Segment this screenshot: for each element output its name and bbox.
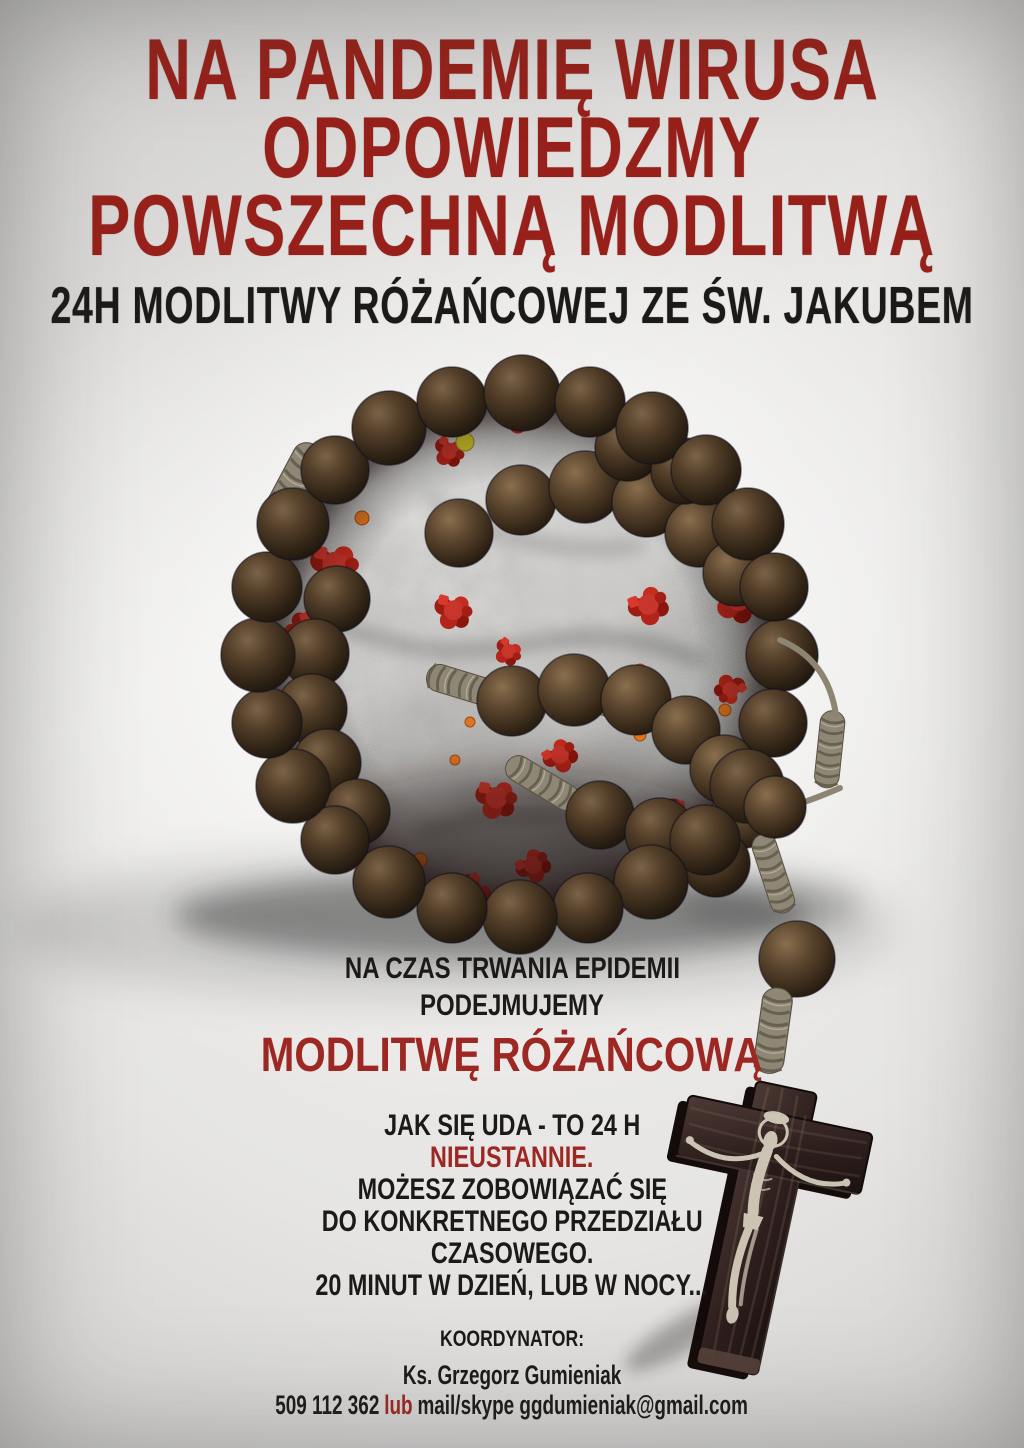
rosary-bead: [486, 465, 556, 535]
headline-line-3: POWSZECHNĄ MODLITWĄ: [88, 176, 936, 274]
headline-line-2: ODPOWIEDZMY: [262, 98, 762, 196]
details-section: [0, 1110, 1024, 1302]
rosary-bead: [232, 552, 302, 622]
coordinator-contact: [0, 1360, 1024, 1420]
coordinator-label-text: KOORDYNATOR:: [439, 1326, 585, 1351]
rosary-bead: [553, 873, 623, 943]
coordinator-name: Ks. Grzegorz Gumieniak: [402, 1360, 622, 1390]
rosary-bead: [739, 689, 807, 757]
intro-highlight: MODLITWĘ RÓŻAŃCOWĄ: [261, 1029, 763, 1082]
rosary-bead: [740, 553, 808, 621]
intro-section: [0, 950, 1024, 1088]
rosary-bead: [425, 499, 493, 567]
coordinator-contact-line: [276, 1390, 749, 1420]
rosary-bead: [256, 749, 330, 823]
intro-line-1: NA CZAS TRWANIA EPIDEMII: [344, 952, 680, 985]
details-line-6: 20 MINUT W DZIEŃ, LUB W NOCY...: [315, 1269, 709, 1302]
cord-knot: [813, 710, 846, 790]
rosary-bead: [352, 391, 426, 465]
rosary-bead: [484, 355, 560, 431]
contact-rest: mail/skype ggdumieniak@gmail.com: [417, 1390, 749, 1420]
headline: [0, 20, 1024, 274]
coordinator-label: [0, 1326, 1024, 1351]
details-line-1: JAK SIĘ UDA - TO 24 H: [383, 1109, 641, 1142]
details-line-4: DO KONKRETNEGO PRZEDZIAŁU: [321, 1205, 703, 1238]
subheadline-text: 24H MODLITWY RÓŻAŃCOWEJ ZE ŚW. JAKUBEM: [50, 277, 974, 335]
rosary-bead: [417, 873, 487, 943]
coordinator-phone: 509 112 362: [275, 1390, 380, 1420]
rosary-bead: [477, 666, 547, 736]
details-line-5: CZASOWEGO.: [430, 1237, 594, 1270]
details-line-2: NIEUSTANNIE.: [430, 1141, 594, 1174]
rosary-bead: [614, 845, 688, 919]
details-line-3: MOŻESZ ZOBOWIĄZAĆ SIĘ: [357, 1173, 667, 1206]
intro-line-2: PODEJMUJEMY: [419, 989, 605, 1022]
rosary-bead: [417, 367, 487, 437]
subheadline: [0, 278, 1024, 334]
rosary-bead: [538, 654, 610, 726]
rosary-bead: [555, 367, 625, 437]
rosary-bead: [483, 880, 557, 954]
rosary-bead: [221, 618, 295, 692]
rosary-bead: [712, 488, 784, 560]
rosary-bead: [744, 776, 806, 838]
headline-line-1: NA PANDEMIĘ WIRUSA: [144, 20, 879, 118]
rosary-bead: [232, 688, 302, 758]
rosary-bead: [566, 781, 634, 849]
contact-conjunction: lub: [384, 1390, 414, 1420]
